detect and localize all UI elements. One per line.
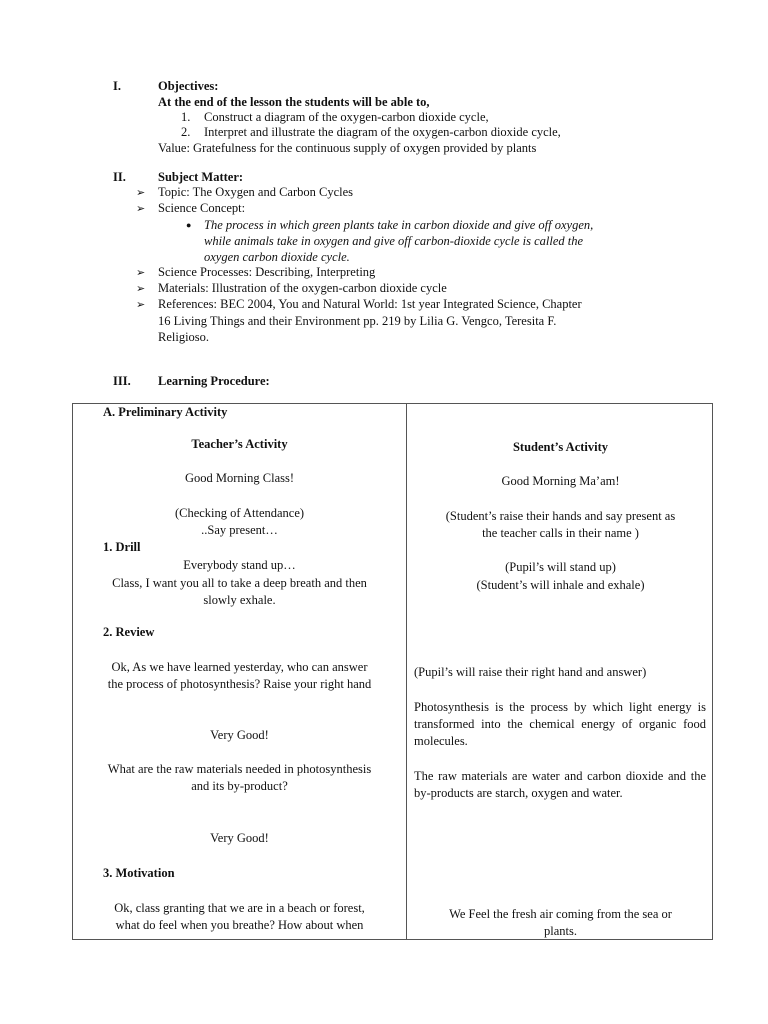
teacher-attendance: (Checking of Attendance) — [174, 506, 305, 520]
science-processes-line: Science Processes: Describing, Interpreting — [158, 265, 376, 279]
objective-item: Construct a diagram of the oxygen-carbon dioxide cycle, — [204, 110, 489, 124]
learning-procedure-heading: Learning Procedure: — [158, 374, 270, 388]
objectives-intro: At the end of the lesson the students will be able to, — [158, 95, 430, 109]
drill-heading: 1. Drill — [103, 540, 141, 554]
objectives-heading: Objectives: — [158, 79, 219, 93]
arrow-bullet-icon: ➢ — [136, 203, 146, 215]
student-present-line: the teacher calls in their name ) — [482, 526, 639, 540]
arrow-bullet-icon: ➢ — [136, 283, 146, 295]
concept-line: The process in which green plants take in carbon dioxide and give off oxygen, — [204, 218, 594, 232]
objective-item: Interpret and illustrate the diagram of the oxygen-carbon dioxide cycle, — [204, 125, 561, 139]
student-fresh-air-response: We Feel the fresh air coming from the sea or — [449, 907, 672, 921]
section-numeral-subject-matter: II. — [113, 170, 126, 184]
topic-line: Topic: The Oxygen and Carbon Cycles — [158, 185, 354, 199]
arrow-bullet-icon: ➢ — [136, 267, 146, 279]
arrow-bullet-icon: ➢ — [136, 299, 146, 311]
student-raw-materials-answer: The raw materials are water and carbon dioxide and the by-products are starch, oxygen and water. — [414, 769, 706, 800]
student-fresh-air-response: plants. — [544, 924, 577, 938]
student-present-line: (Student’s raise their hands and say present as — [445, 509, 676, 523]
teacher-motivation-line: Ok, class granting that we are in a beach or forest, — [114, 901, 365, 915]
objective-number: 2. — [181, 125, 191, 139]
teacher-activity-heading: Teacher’s Activity — [191, 437, 288, 451]
teacher-drill-line: Everybody stand up… — [183, 558, 296, 572]
objectives-value: Value: Gratefulness for the continuous supply of oxygen provided by plants — [158, 141, 537, 155]
student-greeting: Good Morning Ma’am! — [501, 474, 620, 488]
student-photosynthesis-answer: Photosynthesis is the process by which light energy is transformed into the chemical energy of organic food molecules. — [414, 700, 706, 748]
objective-number: 1. — [181, 110, 191, 124]
materials-line: Materials: Illustration of the oxygen-carbon dioxide cycle — [158, 281, 447, 295]
teacher-praise: Very Good! — [210, 831, 269, 845]
section-numeral-learning-procedure: III. — [113, 374, 131, 388]
concept-line: while animals take in oxygen and give off carbon-dioxide cycle is called the — [204, 234, 584, 248]
student-raise-hand-response: (Pupil’s will raise their right hand and answer) — [414, 665, 647, 679]
teacher-greeting: Good Morning Class! — [184, 471, 295, 485]
section-numeral-objectives: I. — [113, 79, 121, 93]
review-heading: 2. Review — [103, 625, 155, 639]
activity-table — [72, 403, 713, 940]
science-concept-label: Science Concept: — [158, 201, 246, 215]
teacher-review-question: Ok, As we have learned yesterday, who can answer — [111, 660, 368, 674]
preliminary-activity-heading: A. Preliminary Activity — [103, 405, 228, 419]
references-line: References: BEC 2004, You and Natural World: 1st year Integrated Science, Chapter — [158, 297, 582, 311]
arrow-bullet-icon: ➢ — [136, 187, 146, 199]
student-stand-response: (Pupil’s will stand up) — [505, 560, 616, 574]
round-bullet-icon: ● — [186, 220, 192, 230]
teacher-motivation-line: what do feel when you breathe? How about when — [115, 918, 364, 932]
teacher-raw-materials-question: and its by-product? — [191, 779, 288, 793]
subject-matter-heading: Subject Matter: — [158, 170, 244, 184]
teacher-drill-line: slowly exhale. — [203, 593, 276, 607]
concept-line: oxygen carbon dioxide cycle. — [204, 250, 350, 264]
teacher-say-present: ..Say present… — [201, 523, 278, 537]
teacher-raw-materials-question: What are the raw materials needed in photosynthesis — [107, 762, 372, 776]
teacher-praise: Very Good! — [210, 728, 269, 742]
teacher-drill-line: Class, I want you all to take a deep breath and then — [112, 576, 367, 590]
teacher-review-question: the process of photosynthesis? Raise your right hand — [107, 677, 372, 691]
student-activity-heading: Student’s Activity — [512, 440, 609, 454]
motivation-heading: 3. Motivation — [103, 866, 175, 880]
references-line: Religioso. — [158, 330, 210, 344]
references-line: 16 Living Things and their Environment pp. 219 by Lilia G. Vengco, Teresita F. — [158, 314, 557, 328]
student-inhale-response: (Student’s will inhale and exhale) — [476, 578, 645, 592]
